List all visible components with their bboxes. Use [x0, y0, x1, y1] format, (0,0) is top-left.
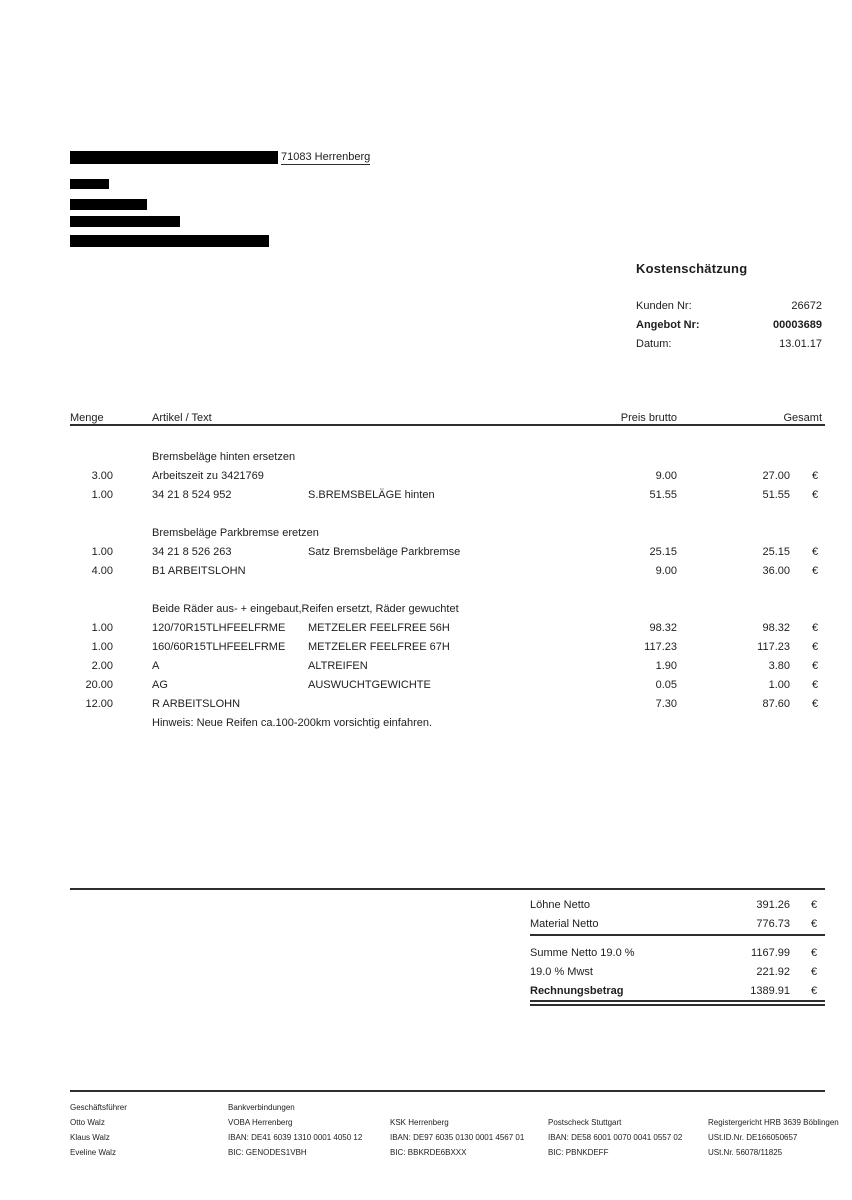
description-cell: METZELER FEELFREE 56H — [308, 622, 450, 634]
date-value: 13.01.17 — [779, 338, 822, 350]
group-header-row — [70, 602, 825, 621]
currency-symbol: € — [811, 947, 818, 959]
currency-symbol: € — [812, 565, 819, 577]
currency-symbol: € — [812, 546, 819, 558]
customer-number-value: 26672 — [791, 300, 822, 312]
currency-symbol: € — [811, 918, 818, 930]
bank-name: VOBA Herrenberg — [228, 1118, 293, 1127]
spacer-line — [390, 1100, 524, 1115]
redacted-address-line-2 — [70, 199, 147, 210]
bank-bic: BIC: PBNKDEFF — [548, 1148, 609, 1157]
bank-iban: IBAN: DE97 6035 0130 0001 4567 01 — [390, 1133, 525, 1142]
table-row — [70, 640, 825, 659]
total-cell: 117.23 — [757, 641, 790, 653]
price-cell: 98.32 — [649, 622, 677, 634]
sender-city-line: 71083 Herrenberg — [281, 151, 371, 163]
vat-value: 221.92 — [756, 966, 790, 978]
footer-bank-column-ksk — [390, 1100, 524, 1160]
qty-cell: 1.00 — [91, 622, 113, 634]
article-cell: B1 ARBEITSLOHN — [152, 565, 246, 577]
currency-symbol: € — [812, 698, 819, 710]
bank-iban: IBAN: DE58 6001 0070 0041 0557 02 — [548, 1133, 683, 1142]
description-cell: S.BREMSBELÄGE hinten — [308, 489, 435, 501]
table-row — [70, 659, 825, 678]
currency-symbol: € — [812, 622, 819, 634]
qty-cell: 1.00 — [91, 546, 113, 558]
qty-cell: 20.00 — [85, 679, 113, 691]
redacted-address-line-3 — [70, 216, 180, 227]
currency-symbol: € — [812, 641, 819, 653]
totals-top-rule — [70, 888, 825, 890]
footer-bank-column-postscheck — [548, 1100, 682, 1160]
material-net-label: Material Netto — [530, 918, 599, 930]
table-row — [70, 545, 825, 564]
offer-number-value: 00003689 — [773, 319, 822, 331]
currency-symbol: € — [812, 489, 819, 501]
totals-bottom-double-rule — [530, 1000, 825, 1006]
total-cell: 51.55 — [762, 489, 790, 501]
footer-registry-column — [708, 1100, 839, 1160]
table-row — [70, 678, 825, 697]
footer-rule — [70, 1090, 825, 1092]
currency-symbol: € — [811, 899, 818, 911]
article-cell: 34 21 8 524 952 — [152, 489, 232, 501]
totals-row-wages — [530, 898, 825, 917]
article-cell: AG — [152, 679, 168, 691]
meta-row-date — [636, 337, 822, 356]
redacted-sender-name — [70, 151, 278, 164]
spacer-row — [70, 507, 825, 526]
qty-cell: 1.00 — [91, 641, 113, 653]
wages-net-value: 391.26 — [756, 899, 790, 911]
qty-column-header: Menge — [70, 412, 104, 424]
tax-number: USt.Nr. 56078/11825 — [708, 1148, 783, 1157]
article-cell: R ARBEITSLOHN — [152, 698, 241, 710]
table-row — [70, 564, 825, 583]
management-header: Geschäftsführer — [70, 1103, 127, 1112]
meta-row-customer-number — [636, 299, 822, 318]
total-cell: 27.00 — [762, 470, 790, 482]
price-cell: 51.55 — [649, 489, 677, 501]
manager-name: Klaus Walz — [70, 1133, 110, 1142]
total-cell: 36.00 — [762, 565, 790, 577]
table-row — [70, 488, 825, 507]
price-cell: 7.30 — [655, 698, 677, 710]
price-cell: 9.00 — [655, 470, 677, 482]
invoice-amount-value: 1389.91 — [750, 985, 790, 997]
manager-name: Eveline Walz — [70, 1148, 116, 1157]
net-sum-label: Summe Netto 19.0 % — [530, 947, 635, 959]
total-cell: 1.00 — [768, 679, 790, 691]
spacer-line — [548, 1100, 682, 1115]
description-cell: Satz Bremsbeläge Parkbremse — [308, 546, 461, 558]
description-cell: METZELER FEELFREE 67H — [308, 641, 450, 653]
totals-row-vat — [530, 965, 825, 984]
group-header-row — [70, 526, 825, 545]
bank-iban: IBAN: DE41 6039 1310 0001 4050 12 — [228, 1133, 363, 1142]
totals-mid-rule — [530, 934, 825, 936]
spacer-row — [70, 583, 825, 602]
article-cell: A — [152, 660, 160, 672]
qty-cell: 3.00 — [91, 470, 113, 482]
vat-id-number: USt.ID.Nr. DE166050657 — [708, 1133, 798, 1142]
note-text: Hinweis: Neue Reifen ca.100-200km vorsichtig einfahren. — [152, 717, 433, 729]
price-cell: 117.23 — [644, 641, 677, 653]
price-cell: 25.15 — [649, 546, 677, 558]
footer-management-column — [70, 1100, 127, 1160]
qty-cell: 4.00 — [91, 565, 113, 577]
customer-number-label: Kunden Nr: — [636, 300, 692, 312]
currency-symbol: € — [812, 470, 819, 482]
bank-bic: BIC: BBKRDE6BXXX — [390, 1148, 467, 1157]
material-net-value: 776.73 — [756, 918, 790, 930]
totals-row-net-sum — [530, 946, 825, 965]
wages-net-label: Löhne Netto — [530, 899, 590, 911]
invoice-amount-label: Rechnungsbetrag — [530, 985, 624, 997]
total-cell: 25.15 — [762, 546, 790, 558]
table-row — [70, 697, 825, 716]
table-row — [70, 469, 825, 488]
document-meta — [636, 299, 822, 356]
article-cell: Arbeitszeit zu 3421769 — [152, 470, 264, 482]
article-cell: 120/70R15TLHFEELFRME — [152, 622, 286, 634]
meta-row-offer-number — [636, 318, 822, 337]
net-sum-value: 1167.99 — [751, 947, 790, 959]
bank-name: KSK Herrenberg — [390, 1118, 449, 1127]
document-title: Kostenschätzung — [636, 261, 748, 276]
group-title: Bremsbeläge Parkbremse eretzen — [152, 527, 319, 539]
total-cell: 87.60 — [762, 698, 790, 710]
price-cell: 0.05 — [655, 679, 677, 691]
spacer-line — [708, 1100, 839, 1115]
bank-connections-header: Bankverbindungen — [228, 1103, 295, 1112]
qty-cell: 2.00 — [91, 660, 113, 672]
items-table-body — [70, 450, 825, 735]
currency-symbol: € — [811, 966, 818, 978]
registry-court: Registergericht HRB 3639 Böblingen — [708, 1118, 839, 1127]
description-cell: AUSWUCHTGEWICHTE — [308, 679, 431, 691]
redacted-address-line-4 — [70, 235, 269, 247]
group-title: Beide Räder aus- + eingebaut,Reifen ersetzt, Räder gewuchtet — [152, 603, 459, 615]
currency-symbol: € — [811, 985, 818, 997]
total-cell: 98.32 — [762, 622, 790, 634]
footer-bank-column-voba — [228, 1100, 362, 1160]
article-cell: 34 21 8 526 263 — [152, 546, 232, 558]
redacted-address-line-1 — [70, 179, 109, 189]
currency-symbol: € — [812, 679, 819, 691]
article-cell: 160/60R15TLHFEELFRME — [152, 641, 286, 653]
note-row — [70, 716, 825, 735]
price-cell: 9.00 — [655, 565, 677, 577]
bank-name: Postscheck Stuttgart — [548, 1118, 622, 1127]
description-cell: ALTREIFEN — [308, 660, 368, 672]
price-cell: 1.90 — [655, 660, 677, 672]
bank-bic: BIC: GENODES1VBH — [228, 1148, 307, 1157]
table-row — [70, 621, 825, 640]
qty-cell: 1.00 — [91, 489, 113, 501]
group-header-row — [70, 450, 825, 469]
currency-symbol: € — [812, 660, 819, 672]
group-title: Bremsbeläge hinten ersetzen — [152, 451, 296, 463]
date-label: Datum: — [636, 338, 672, 350]
totals-block — [530, 898, 825, 1013]
total-cell: 3.80 — [768, 660, 790, 672]
article-column-header: Artikel / Text — [152, 412, 212, 424]
price-column-header: Preis brutto — [620, 412, 677, 424]
manager-name: Otto Walz — [70, 1118, 105, 1127]
total-column-header: Gesamt — [783, 412, 822, 424]
qty-cell: 12.00 — [85, 698, 113, 710]
offer-number-label: Angebot Nr: — [636, 319, 700, 331]
vat-label: 19.0 % Mwst — [530, 966, 593, 978]
table-header-rule — [70, 424, 825, 426]
